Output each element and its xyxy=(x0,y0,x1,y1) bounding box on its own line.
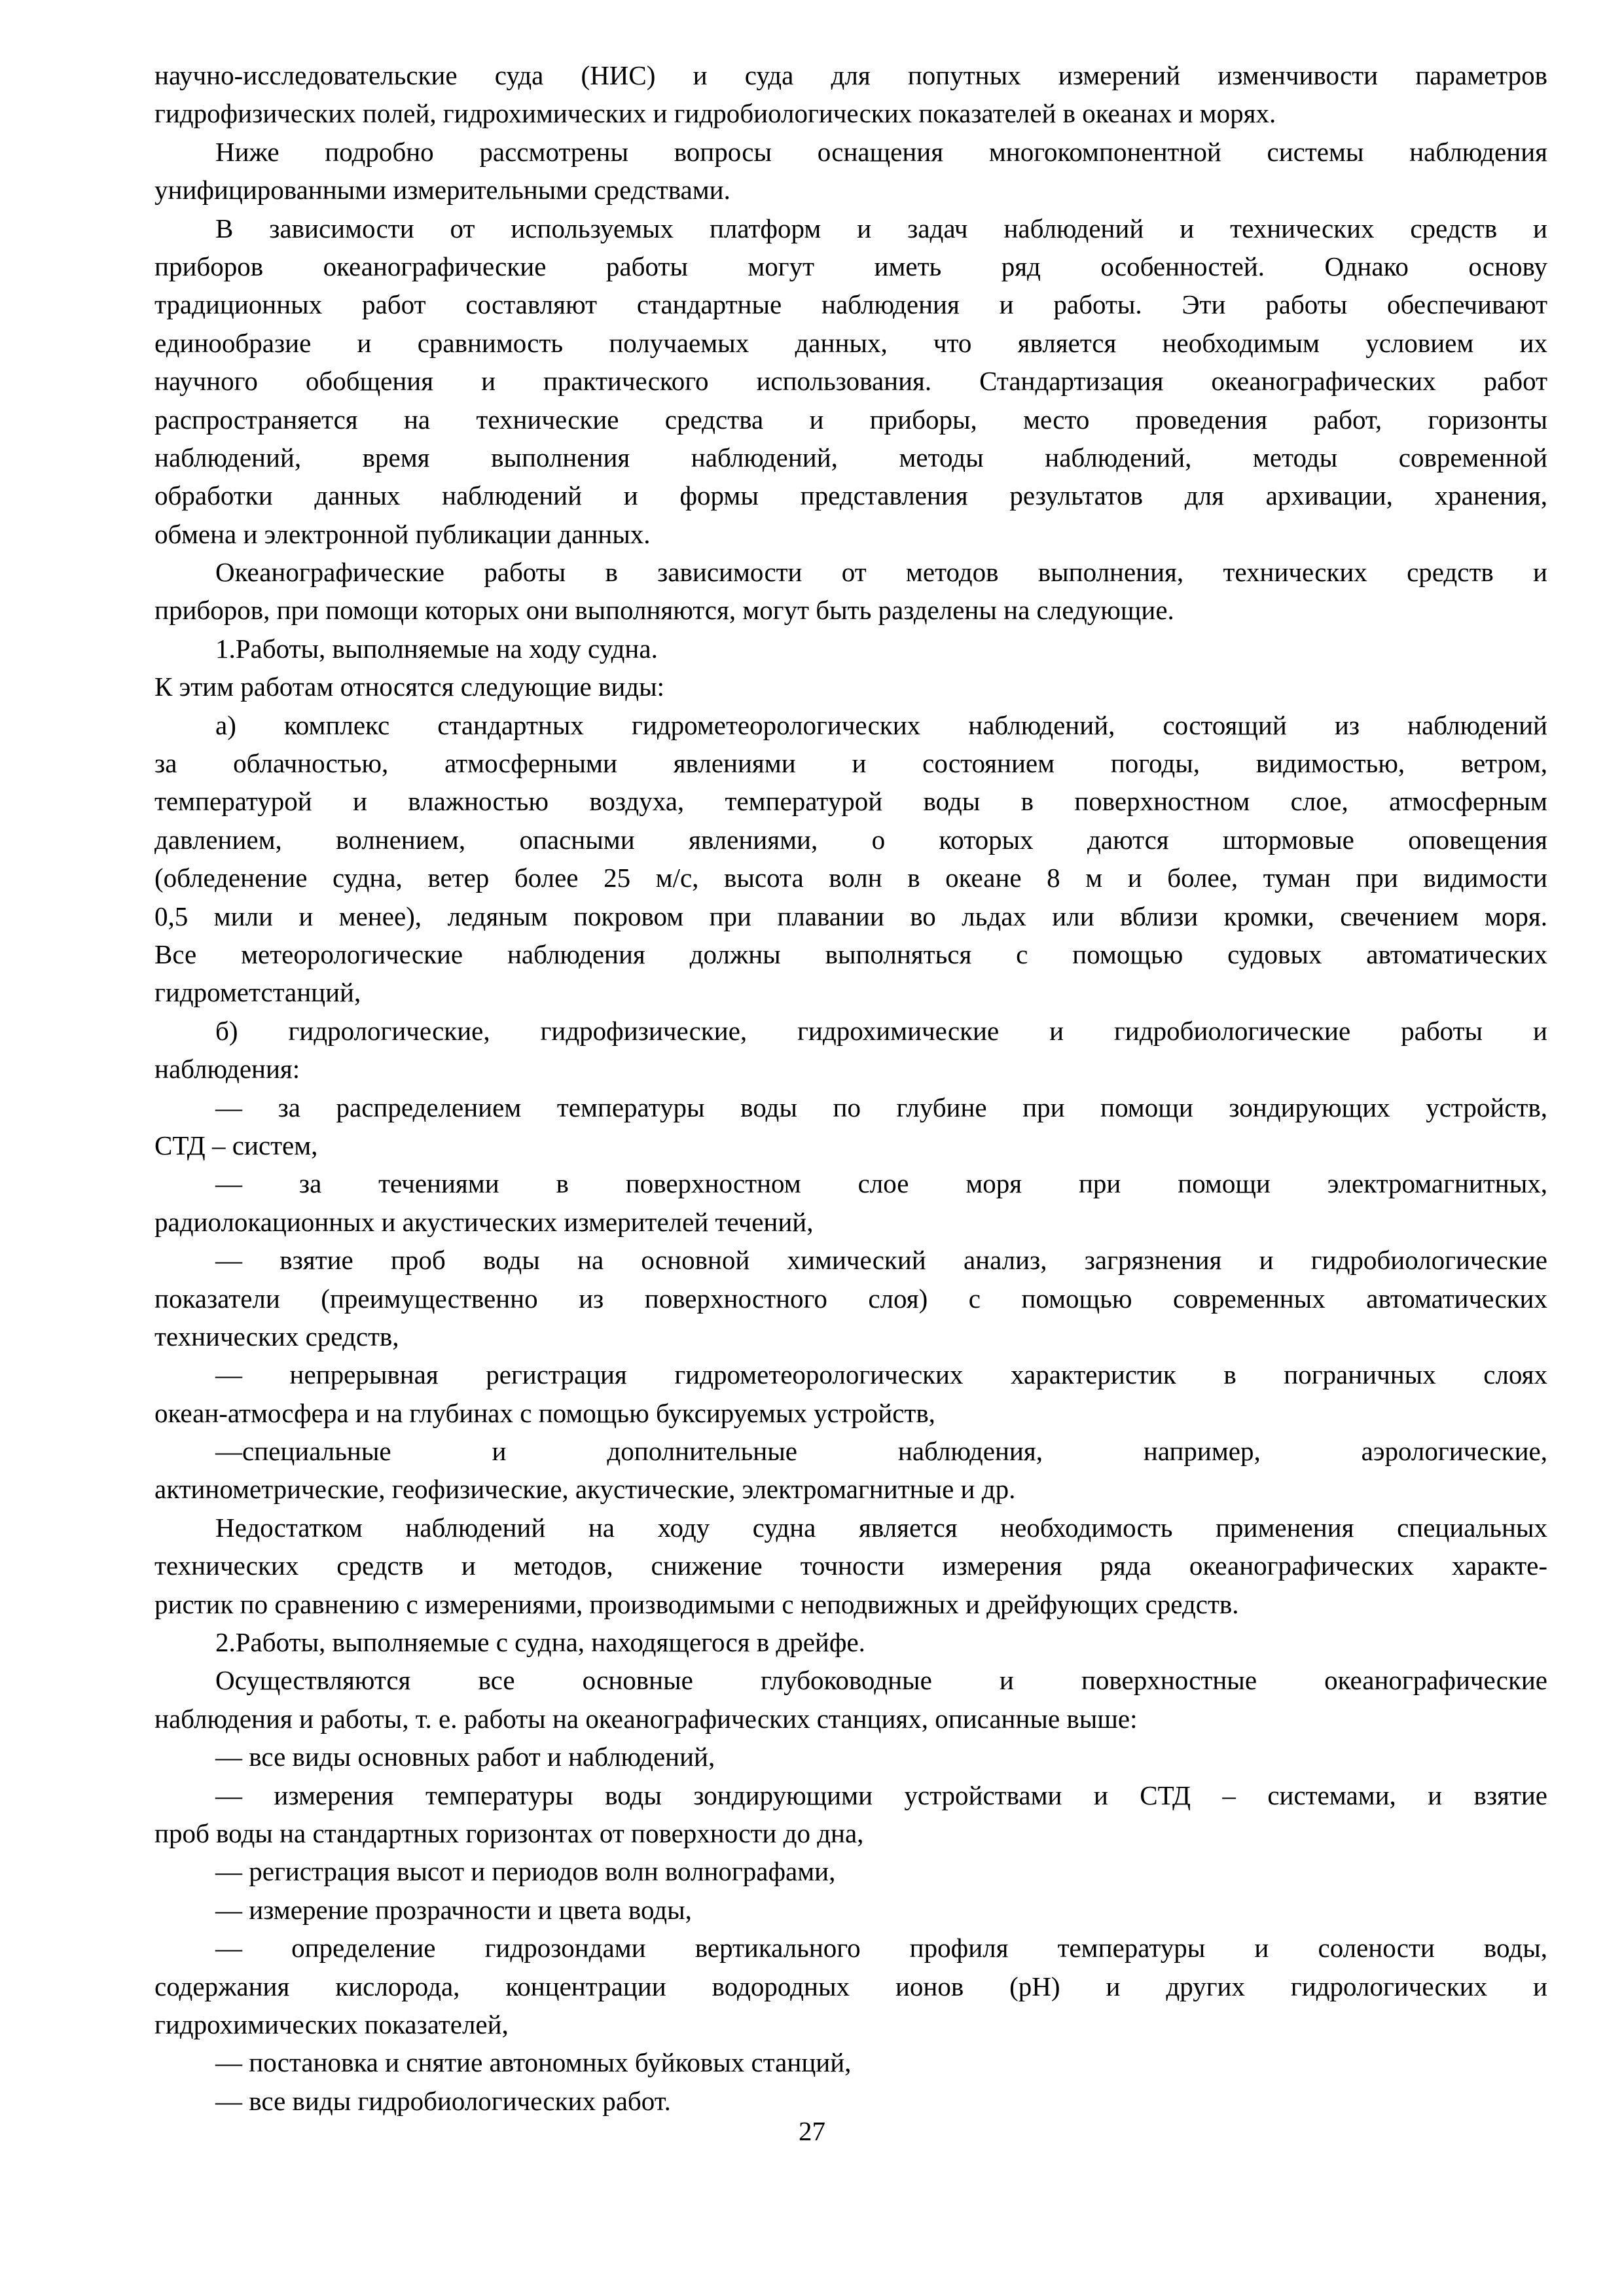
line-31: радиолокационных и акустических измерителей течений, xyxy=(154,1206,814,1237)
line-32: — взятие проб воды на основной химический анализ, загрязнения и гидробиологические xyxy=(215,1245,1547,1276)
page-number: 27 xyxy=(799,2116,825,2146)
line-14: Океанографические работы в зависимости от методов выполнения, технических средств и xyxy=(215,557,1547,588)
line-40: технических средств и методов, снижение точности измерения ряда океанографических характе- xyxy=(154,1551,1547,1581)
line-22: (обледенение судна, ветер более 25 м/с, высота волн в океане 8 м и более, туман при видимости xyxy=(154,863,1547,893)
line-43: Осуществляются все основные глубоководные и поверхностные океанографические xyxy=(215,1665,1547,1696)
line-42: 2.Работы, выполняемые с судна, находящегося в дрейфе. xyxy=(215,1627,865,1658)
line-45: — все виды основных работ и наблюдений, xyxy=(215,1742,715,1772)
line-07: традиционных работ составляют стандартные наблюдения и работы. Эти работы обеспечивают xyxy=(154,289,1547,320)
line-03: Ниже подробно рассмотрены вопросы оснащения многокомпонентной системы наблюдения xyxy=(215,136,1547,167)
line-36: океан-атмосфера и на глубинах с помощью буксируемых устройств, xyxy=(154,1397,935,1428)
line-53: — постановка и снятие автономных буйковых станций, xyxy=(215,2047,852,2078)
line-46: — измерения температуры воды зондирующими устройствами и СТД – системами, и взятие xyxy=(215,1780,1547,1810)
line-37: —специальные и дополнительные наблюдения, например, аэрологические, xyxy=(215,1436,1547,1467)
line-48: — регистрация высот и периодов волн волнографами, xyxy=(215,1856,836,1887)
line-41: ристик по сравнению с измерениями, производимыми с неподвижных и дрейфующих средств. xyxy=(154,1588,1239,1619)
line-30: — за течениями в поверхностном слое моря при помощи электромагнитных, xyxy=(215,1168,1547,1199)
body-text xyxy=(154,56,1547,2120)
line-28: — за распределением температуры воды по глубине при помощи зондирующих устройств, xyxy=(215,1092,1547,1122)
line-52: гидрохимических показателей, xyxy=(154,2009,509,2039)
line-23: 0,5 мили и менее), ледяным покровом при плавании во льдах или вблизи кромки, свечением моря. xyxy=(154,901,1547,931)
line-27: наблюдения: xyxy=(154,1054,300,1085)
line-33: показатели (преимущественно из поверхностного слоя) с помощью современных автоматических xyxy=(154,1283,1547,1314)
line-54: — все виды гидробиологических работ. xyxy=(215,2085,671,2116)
line-02: гидрофизических полей, гидрохимических и гидробиологических показателей в океанах и морях. xyxy=(154,98,1276,129)
line-06: приборов океанографические работы могут иметь ряд особенностей. Однако основу xyxy=(154,251,1547,281)
line-29: СТД – систем, xyxy=(154,1130,318,1160)
line-15: приборов, при помощи которых они выполняются, могут быть разделены на следующие. xyxy=(154,595,1174,626)
line-35: — непрерывная регистрация гидрометеорологических характеристик в пограничных слоях xyxy=(215,1359,1547,1390)
line-25: гидрометстанций, xyxy=(154,977,361,1008)
line-49: — измерение прозрачности и цвета воды, xyxy=(215,1894,692,1925)
line-47: проб воды на стандартных горизонтах от поверхности до дна, xyxy=(154,1818,864,1848)
line-19: за облачностью, атмосферными явлениями и состоянием погоды, видимостью, ветром, xyxy=(154,748,1547,779)
line-20: температурой и влажностью воздуха, температурой воды в поверхностном слое, атмосферным xyxy=(154,786,1547,817)
line-51: содержания кислорода, концентрации водородных ионов (pH) и других гидрологических и xyxy=(154,1971,1547,2001)
line-04: унифицированными измерительными средствами. xyxy=(154,175,731,206)
line-08: единообразие и сравнимость получаемых данных, что является необходимым условием их xyxy=(154,327,1547,358)
line-09: научного обобщения и практического использования. Стандартизация океанографических работ xyxy=(154,366,1547,397)
line-26: б) гидрологические, гидрофизические, гидрохимические и гидробиологические работы и xyxy=(215,1015,1547,1046)
line-24: Все метеорологические наблюдения должны выполняться с помощью судовых автоматических xyxy=(154,939,1547,969)
line-44: наблюдения и работы, т. е. работы на океанографических станциях, описанные выше: xyxy=(154,1703,1138,1734)
line-39: Недостатком наблюдений на ходу судна является необходимость применения специальных xyxy=(215,1512,1547,1543)
line-38: актинометрические, геофизические, акустические, электромагнитные и др. xyxy=(154,1474,1016,1505)
line-05: В зависимости от используемых платформ и задач наблюдений и технических средств и xyxy=(215,213,1547,243)
line-11: наблюдений, время выполнения наблюдений, методы наблюдений, методы современной xyxy=(154,442,1547,473)
line-16: 1.Работы, выполняемые на ходу судна. xyxy=(215,633,658,664)
line-12: обработки данных наблюдений и формы представления результатов для архивации, хранения, xyxy=(154,480,1547,511)
line-01: научно-исследовательские суда (НИС) и суда для попутных измерений изменчивости параметров xyxy=(154,60,1547,90)
line-13: обмена и электронной публикации данных. xyxy=(154,518,651,549)
line-18: а) комплекс стандартных гидрометеорологических наблюдений, состоящий из наблюдений xyxy=(215,709,1547,740)
line-21: давлением, волнением, опасными явлениями, о которых даются штормовые оповещения xyxy=(154,824,1547,855)
line-10: распространяется на технические средства и приборы, место проведения работ, горизонты xyxy=(154,404,1547,435)
line-50: — определение гидрозондами вертикального профиля температуры и солености воды, xyxy=(215,1933,1547,1964)
line-17: К этим работам относятся следующие виды: xyxy=(154,672,665,702)
line-34: технических средств, xyxy=(154,1321,399,1352)
